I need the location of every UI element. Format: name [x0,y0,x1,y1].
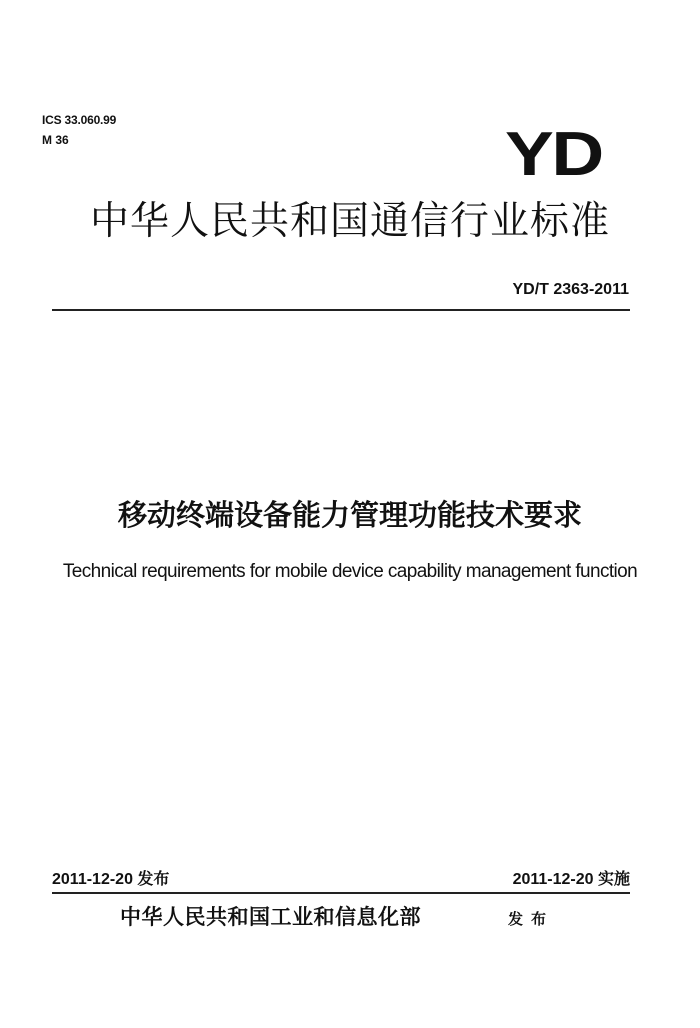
ics-code: ICS 33.060.99 [42,113,117,127]
yd-logo: YD [505,120,602,189]
classification-code: M 36 [42,133,69,147]
bottom-divider [52,892,630,894]
publish-label: 发布 [508,910,555,928]
publisher-name: 中华人民共和国工业和信息化部 [120,904,421,929]
issue-date: 2011-12-20 发布 [52,871,170,888]
document-title-english: Technical requirements for mobile device capability management function [62,561,638,582]
standard-category-title: 中华人民共和国通信行业标准 [89,199,610,244]
top-divider [52,309,630,311]
document-title-chinese: 移动终端设备能力管理功能技术要求 [117,498,582,532]
standard-number: YD/T 2363-2011 [512,281,629,298]
implementation-date: 2011-12-20 实施 [512,871,630,888]
